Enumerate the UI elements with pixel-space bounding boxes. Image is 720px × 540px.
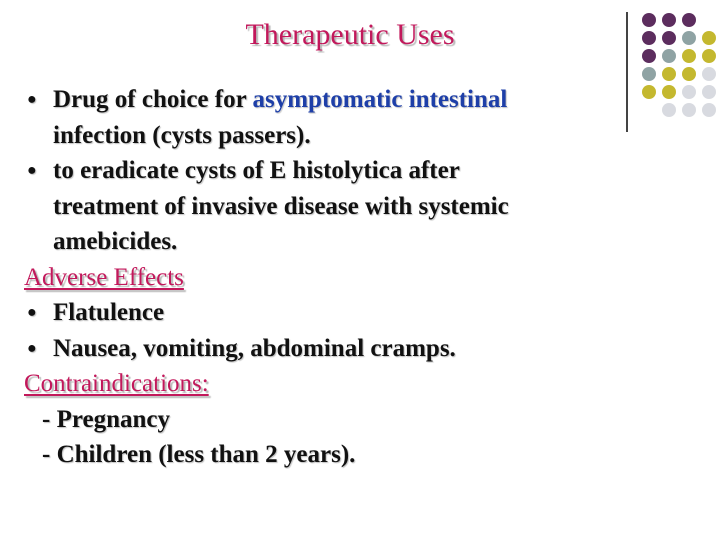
decorative-dot [702,31,716,45]
decorative-dot [662,67,676,81]
bullet-icon: ● [27,162,37,179]
decorative-dot [642,31,656,45]
contra-item-2: - Children (less than 2 years). [42,441,356,468]
decorative-dot [662,103,676,117]
adverse-item-2: ● Nausea, vomiting, abdominal cramps. [24,331,644,367]
decorative-dot [682,13,696,27]
bullet-icon: ● [27,339,37,357]
use-item-2-continued: treatment of invasive disease with systemic [53,192,509,220]
contraindications-heading: Contraindications: [24,370,209,397]
use-item-1: ● Drug of choice for asymptomatic intestinal [24,82,644,118]
decorative-dot [702,85,716,99]
decorative-dot [682,103,696,117]
decorative-dot [642,85,656,99]
decorative-dot [662,49,676,63]
adverse-item-1: ● Flatulence [24,295,644,331]
decorative-dot [662,85,676,99]
decorative-dot [642,49,656,63]
decorative-dot [682,67,696,81]
decorative-dot [662,31,676,45]
decorative-dot [642,13,656,27]
use-item-2-end: amebicides. [53,228,178,255]
use-item-2: ● to eradicate cysts of E histolytica after [24,153,644,189]
decorative-dot [702,103,716,117]
decorative-dot [702,49,716,63]
use-item-1-continued: infection (cysts passers). [53,121,311,149]
decorative-dot [682,49,696,63]
bullet-icon: ● [27,91,37,108]
highlighted-term: asymptomatic intestinal [252,86,508,113]
decorative-dot [642,67,656,81]
decorative-dot [702,67,716,81]
adverse-effects-heading: Adverse Effects [24,263,184,291]
decorative-dot [662,13,676,27]
slide-body [24,82,644,473]
slide-title: Therapeutic Uses [245,18,455,51]
decorative-dot [682,85,696,99]
decorative-dot [682,31,696,45]
contra-item-1: - Pregnancy [42,405,170,433]
bullet-icon: ● [27,304,37,321]
